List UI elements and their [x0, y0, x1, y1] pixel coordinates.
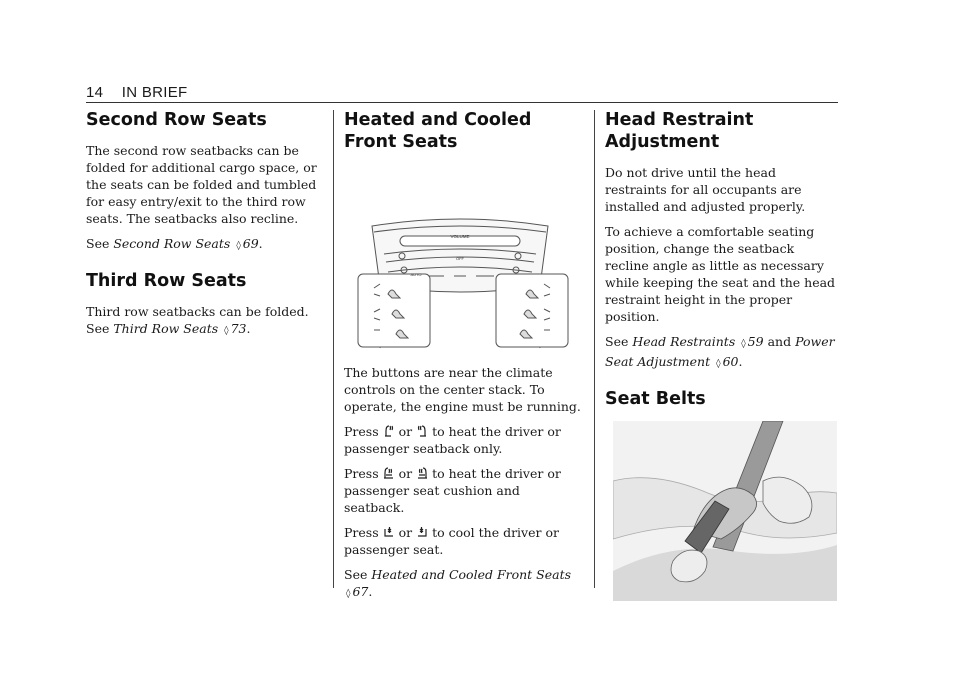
press-text: Press [344, 524, 379, 540]
heading-seat-belts: Seat Belts [605, 388, 706, 409]
page-ref[interactable]: 73 [230, 320, 247, 336]
or-text: or [398, 465, 413, 481]
heading-second-row-seats: Second Row Seats [86, 110, 267, 130]
paragraph-text: Third row seatbacks can be folded. See [86, 303, 309, 336]
seat-cushion-heat-passenger-icon [416, 466, 428, 480]
page-ref-icon: ◊ [346, 588, 351, 599]
page-ref-icon: ◊ [716, 358, 721, 369]
reference-link[interactable]: Power Seat Adjustment [605, 333, 835, 369]
section-title: IN BRIEF [121, 84, 188, 101]
paragraph-text: to heat the driver or passenger seatback only. [344, 423, 561, 456]
paragraph-text: to heat the driver or passenger seat cushion and seatback. [344, 465, 561, 515]
climate-control-panel-illustration [344, 164, 576, 354]
press-text: Press [344, 423, 379, 439]
column-1 [86, 110, 322, 348]
panel-volume-label: VOLUME [450, 233, 470, 239]
see-label: See [86, 235, 110, 251]
or-text: or [398, 524, 413, 540]
see-label: See [344, 566, 368, 582]
page-ref-icon: ◊ [224, 325, 229, 336]
heading-third-row-seats: Third Row Seats [86, 270, 247, 291]
paragraph: The second row seatbacks can be folded for additional cargo space, or the seats can be folded and tumbled for easy entry/exit to the third row seats. The seatbacks also recline. [86, 142, 317, 226]
reference-paragraph: See Head Restraints ◊ 59 and Power Seat Adjustment ◊ 60. [605, 333, 835, 369]
reference-link[interactable]: Third Row Seats [113, 320, 219, 336]
column-divider [333, 110, 334, 588]
page-ref-icon: ◊ [236, 240, 241, 251]
page-number: 14 [86, 84, 104, 101]
paragraph [344, 524, 582, 558]
seat-cool-passenger-icon [416, 525, 428, 539]
press-text: Press [344, 465, 379, 481]
column-divider [594, 110, 595, 588]
reference-paragraph: Third row seatbacks can be folded. See Third Row Seats ◊ 73. [86, 303, 309, 336]
page-ref-icon: ◊ [741, 338, 746, 349]
reference-paragraph: See Heated and Cooled Front Seats ◊ 67. [344, 566, 572, 599]
paragraph: The buttons are near the climate controls on the center stack. To operate, the engine must be running. [344, 364, 581, 414]
heading-head-restraint: Head Restraint Adjustment [605, 110, 754, 152]
column-2 [344, 110, 582, 611]
header-rule [86, 102, 838, 103]
see-label: See [605, 333, 629, 349]
seat-cushion-heat-driver-icon [383, 466, 395, 480]
seat-cool-driver-icon [383, 525, 395, 539]
page-header [86, 84, 188, 101]
seatback-heat-driver-icon [383, 424, 395, 438]
page-ref[interactable]: 67 [352, 583, 369, 599]
reference-link[interactable]: Head Restraints [632, 333, 736, 349]
panel-auto-label: AUTO [410, 271, 422, 277]
page-ref[interactable]: 69 [242, 235, 259, 251]
panel-off-label: OFF [456, 255, 464, 261]
reference-paragraph: See Second Row Seats ◊ 69. [86, 235, 263, 251]
reference-link[interactable]: Second Row Seats [113, 235, 231, 251]
paragraph: Do not drive until the head restraints for all occupants are installed and adjusted properly. [605, 164, 806, 214]
seat-belt-illustration [613, 421, 837, 601]
heading-heated-cooled-seats: Heated and Cooled Front Seats [344, 110, 532, 152]
paragraph [344, 423, 582, 457]
reference-link[interactable]: Heated and Cooled Front Seats [371, 566, 572, 582]
column-3 [605, 110, 840, 601]
paragraph: To achieve a comfortable seating position, change the seatback recline angle as little as necessary while keeping the seat and the head restraint height in the proper position. [605, 223, 836, 324]
paragraph [344, 465, 582, 516]
or-text: or [398, 423, 413, 439]
paragraph-text: to cool the driver or passenger seat. [344, 524, 559, 557]
and-text: and [767, 333, 792, 349]
page-ref[interactable]: 60 [722, 353, 739, 369]
seatback-heat-passenger-icon [416, 424, 428, 438]
page-ref[interactable]: 59 [747, 333, 764, 349]
